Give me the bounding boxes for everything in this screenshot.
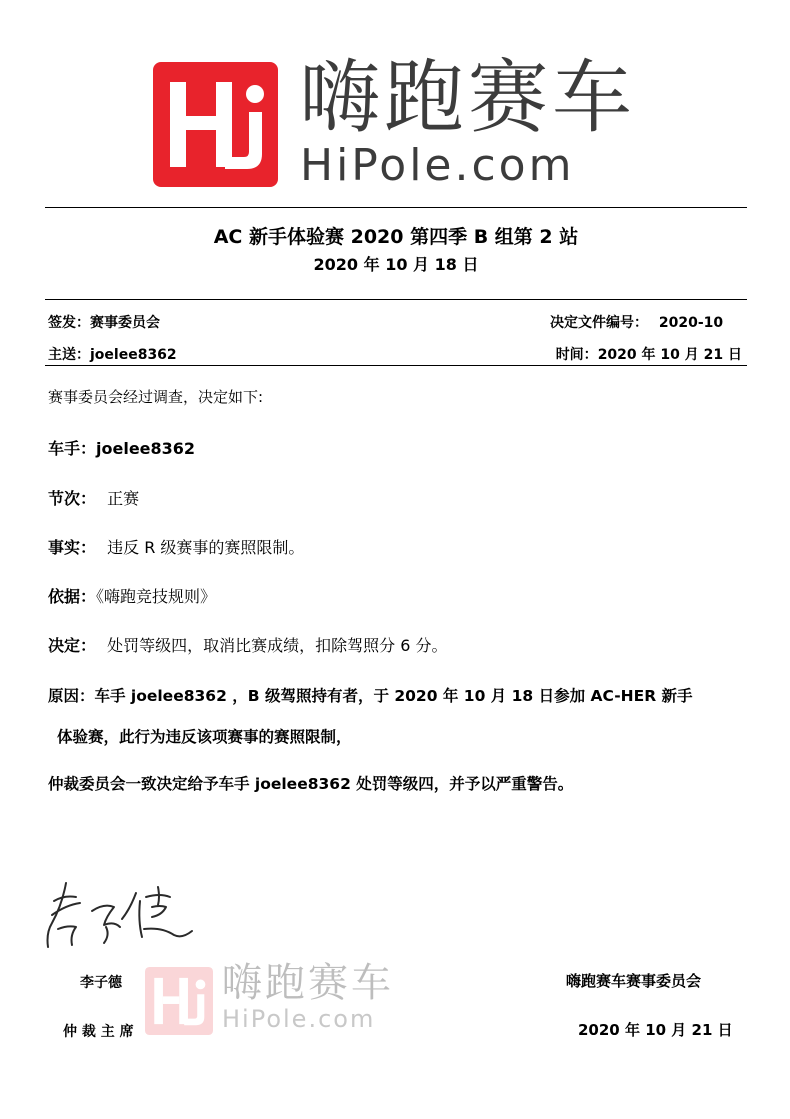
conclusion-text: 仲裁委员会一致决定给予车手 joelee8362 处罚等级四，并予以严重警告。 [48,775,574,793]
hipole-logo-icon [153,62,278,187]
driver-label: 车手： [48,439,97,458]
issue-time [500,344,742,364]
document-number-value: 2020-10 [658,315,724,331]
signer-title: 仲 裁 主 席 [63,1024,134,1040]
recipient-label: 主送： [48,347,90,363]
issuer-label: 签发： [48,315,90,331]
decision-value: 处罚等级四，取消比赛成绩，扣除驾照分 6 分。 [107,636,448,655]
session-value: 正赛 [107,489,140,508]
handwritten-signature [40,875,200,955]
recipient [48,344,177,364]
signer-name: 李子德 [80,975,122,991]
basis-label: 依据： [48,587,97,606]
recipient-value: joelee8362 [90,347,177,363]
intro-text: 赛事委员会经过调查，决定如下: [48,388,264,406]
watermark-text-cn: 嗨跑赛车 [222,960,394,1006]
document-number-label: 决定文件编号： [550,315,648,331]
session-line [48,486,139,509]
brand-name-en: HiPole.com [300,140,575,191]
decision-label: 决定： [48,636,97,655]
fact-label: 事实： [48,538,97,557]
reason-line-2: 体验赛，此行为违反该项赛事的赛照限制， [57,728,352,746]
document-number [550,312,723,332]
driver-line [48,436,195,459]
committee-name: 嗨跑赛车赛事委员会 [566,972,702,990]
issue-time-value: 2020 年 10 月 21 日 [597,347,742,363]
divider [45,299,747,300]
decision-line [48,633,447,656]
issue-time-label: 时间： [555,347,598,363]
divider [45,207,747,208]
event-title: AC 新手体验赛 2020 第四季 B 组第 2 站 [213,226,579,248]
divider [45,365,747,366]
session-label: 节次： [48,489,97,508]
driver-value: joelee8362 [96,439,196,458]
basis-line [48,584,216,607]
event-date: 2020 年 10 月 18 日 [313,255,479,274]
brand-name-cn: 嗨跑赛车 [300,51,636,144]
issuer-value: 赛事委员会 [90,315,160,331]
sign-date: 2020 年 10 月 21 日 [578,1021,733,1039]
watermark-logo-icon [145,967,213,1035]
watermark-text-en: HiPole.com [222,1005,376,1033]
fact-value: 违反 R 级赛事的赛照限制。 [107,538,305,557]
basis-value: 《嗨跑竞技规则》 [96,587,217,606]
fact-line [48,535,304,558]
reason-line-1: 原因：车手 joelee8362 ，B 级驾照持有者，于 2020 年 10 月 18 日参加 AC-HER 新手 [48,687,693,705]
issuer [48,312,160,332]
